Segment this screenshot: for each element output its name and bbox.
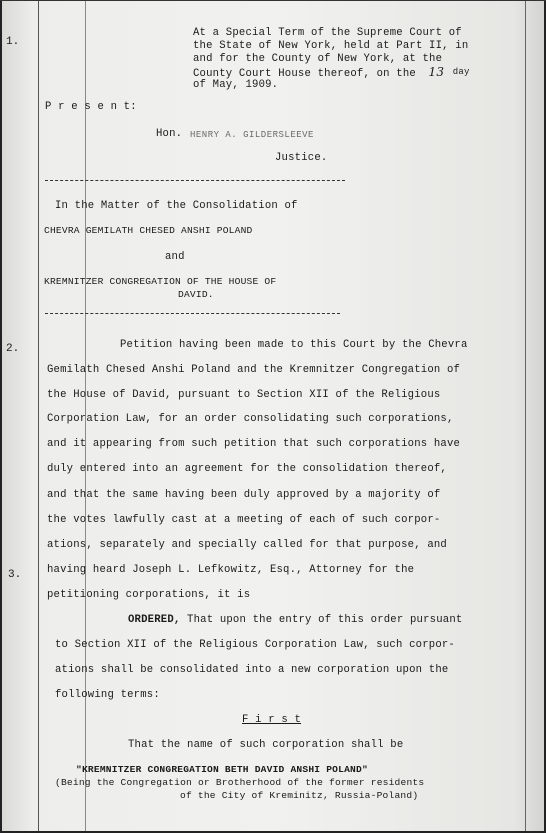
judge-hon: Hon. xyxy=(156,128,183,140)
body-line-10: having heard Joseph L. Lefkowitz, Esq., Attorney for the xyxy=(47,564,415,576)
body-line-2: Gemilath Chesed Anshi Poland and the Kremnitzer Congregation of xyxy=(47,364,461,376)
heading-line-4 xyxy=(193,66,470,80)
ordered-line-1 xyxy=(128,614,462,626)
heading-line-2: the State of New York, held at Part II, in xyxy=(193,40,469,52)
page-border-top xyxy=(0,0,546,1)
body-line-5: and it appearing from such petition that such corporations have xyxy=(47,438,461,450)
ordered-line-2: to Section XII of the Religious Corporation Law, such corpor- xyxy=(55,639,455,651)
page-border-left xyxy=(0,0,2,833)
body-line-8: the votes lawfully cast at a meeting of each of such corpor- xyxy=(47,514,441,526)
new-corporation-name: "KREMNITZER CONGREGATION BETH DAVID ANSHI POLAND" xyxy=(76,764,368,775)
ordered-line-4: following terms: xyxy=(55,689,160,701)
body-line-9: ations, separately and specially called for that purpose, and xyxy=(47,539,447,551)
margin-number-1: 1. xyxy=(6,36,20,48)
ordered-line-1-rest: That upon the entry of this order pursuant xyxy=(187,614,463,626)
body-line-4: Corporation Law, for an order consolidating such corporations, xyxy=(47,413,454,425)
handwritten-day: 13 xyxy=(428,65,445,79)
ordered-line-3: ations shall be consolidated into a new corporation upon the xyxy=(55,664,449,676)
body-line-3: the House of David, pursuant to Section XII of the Religious xyxy=(47,389,441,401)
right-margin-line xyxy=(525,0,526,833)
body-line-1: Petition having been made to this Court by the Chevra xyxy=(120,339,468,351)
body-line-6: duly entered into an agreement for the consolidation thereof, xyxy=(47,463,447,475)
heading-line-3: and for the County of New York, at the xyxy=(193,53,443,65)
margin-number-2: 2. xyxy=(6,343,20,355)
body-line-11: petitioning corporations, it is xyxy=(47,589,251,601)
caption-line-5: DAVID. xyxy=(178,289,214,300)
heading-line-5: of May, 1909. xyxy=(193,79,279,91)
margin-number-3: 3. xyxy=(8,569,22,581)
judge-title: Justice. xyxy=(275,152,328,164)
first-text: That the name of such corporation shall be xyxy=(128,739,404,751)
caption-line-2: CHEVRA GEMILATH CHESED ANSHI POLAND xyxy=(44,225,253,236)
ordered-keyword: ORDERED, xyxy=(128,614,181,626)
present-label: P r e s e n t: xyxy=(45,101,137,113)
heading-line-1: At a Special Term of the Supreme Court of xyxy=(193,27,462,39)
heading-line-4-text: County Court House thereof, on the xyxy=(193,68,416,80)
judge-name-stamp: HENRY A. GILDERSLEEVE xyxy=(190,130,314,140)
left-margin-line xyxy=(38,0,39,833)
first-heading: F i r s t xyxy=(242,714,302,726)
caption-line-3: and xyxy=(165,251,185,263)
separator-bottom xyxy=(45,313,340,314)
caption-line-1: In the Matter of the Consolidation of xyxy=(55,200,298,212)
parenthetical-line-1: (Being the Congregation or Brotherhood of the former residents xyxy=(55,777,425,788)
caption-line-4: KREMNITZER CONGREGATION OF THE HOUSE OF xyxy=(44,276,277,287)
separator-top xyxy=(45,180,345,181)
body-line-7: and that the same having been duly approved by a majority of xyxy=(47,489,441,501)
parenthetical-line-2: of the City of Kreminitz, Russia-Poland) xyxy=(180,790,419,801)
heading-line-4-end: day xyxy=(452,67,470,77)
